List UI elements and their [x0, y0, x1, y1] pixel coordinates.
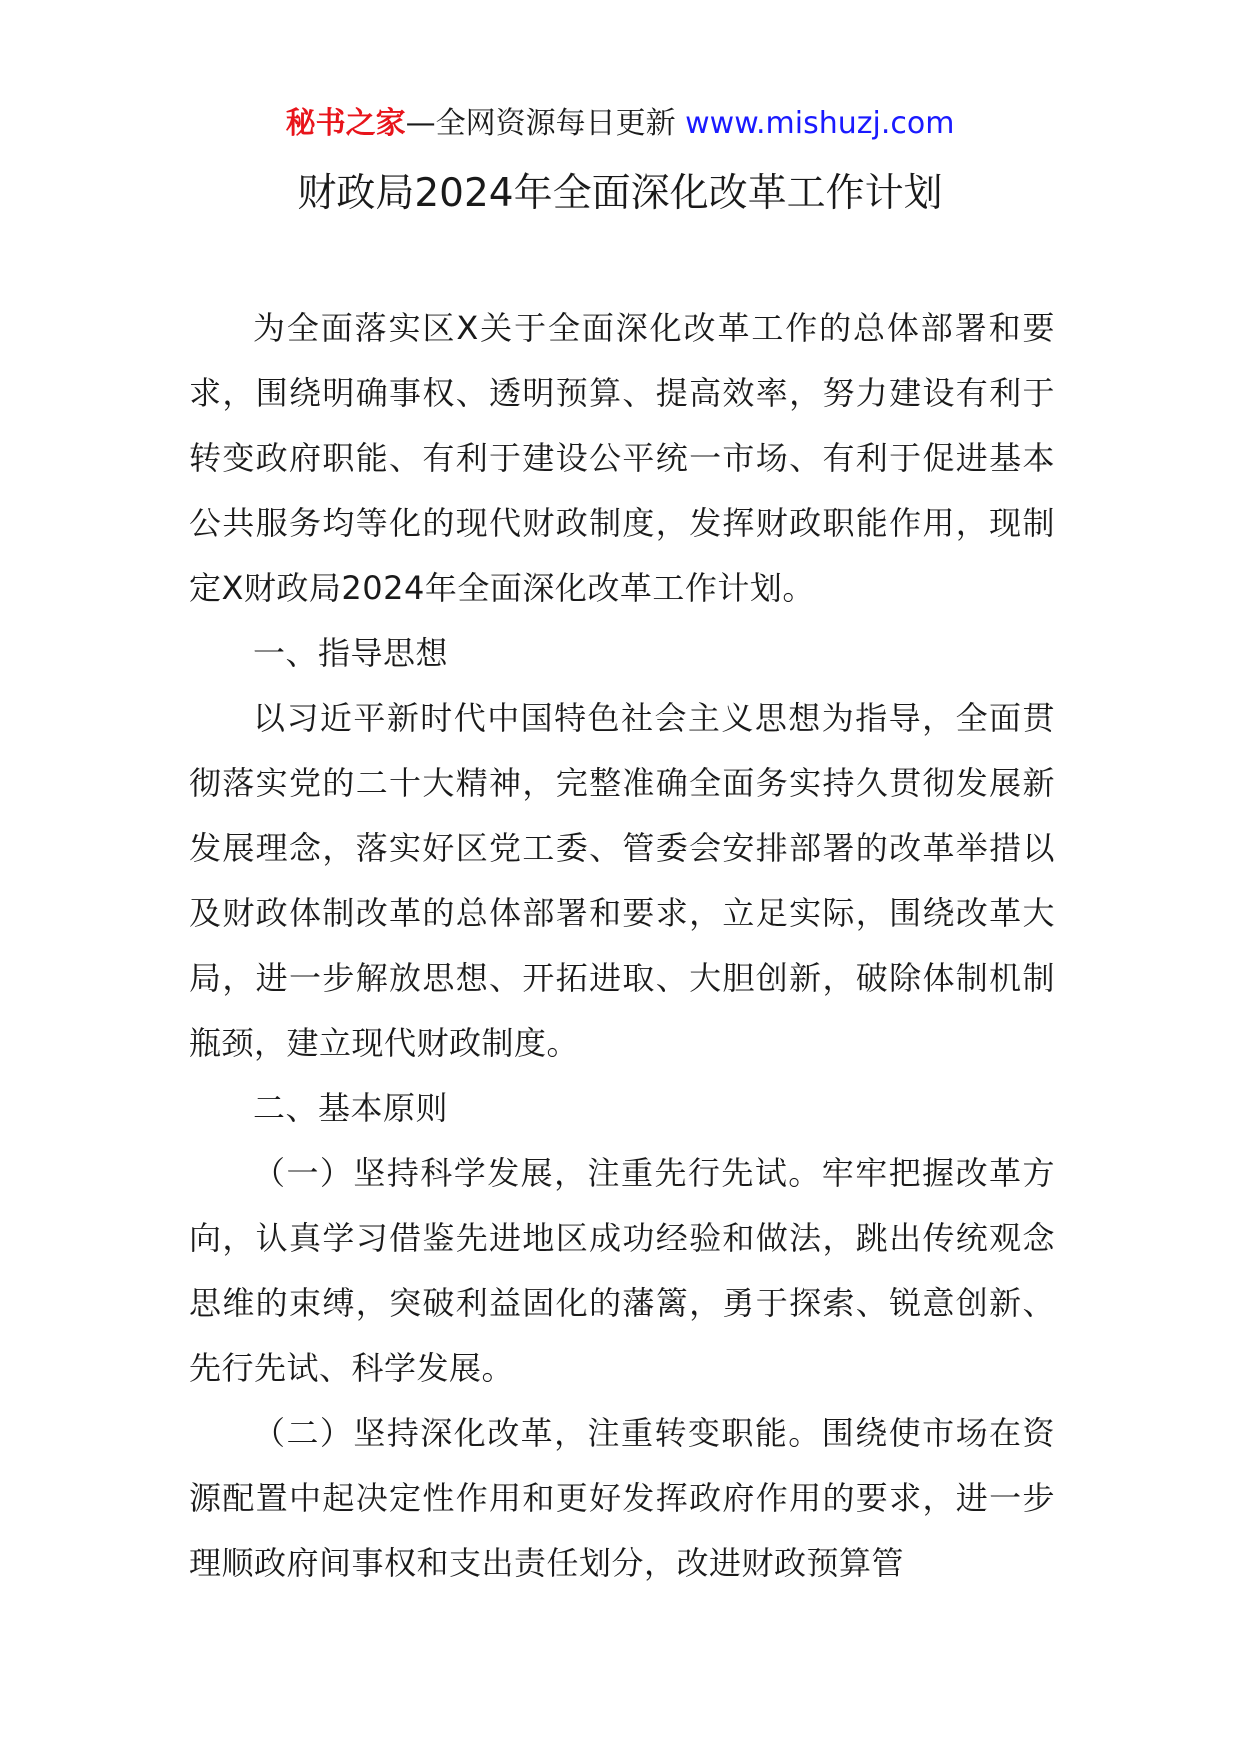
paragraph-principle-2: （二）坚持深化改革，注重转变职能。围绕使市场在资源配置中起决定性作用和更好发挥政府作用的要求，进一步理顺政府间事权和支出责任划分，改进财政预算管	[189, 1414, 1055, 1582]
document-title: 财政局2024年全面深化改革工作计划	[297, 171, 943, 216]
paragraph-guiding-thought: 以习近平新时代中国特色社会主义思想为指导，全面贯彻落实党的二十大精神，完整准确全面务实持久贯彻发展新发展理念，落实好区党工委、管委会安排部署的改革举措以及财政体制改革的总体部署和要求，立足实际，围绕改革大局，进一步解放思想、开拓进取、大胆创新，破除体制机制瓶颈，建立现代财政制度。	[189, 699, 1055, 1062]
site-header	[0, 104, 1240, 144]
paragraph-intro: 为全面落实区X关于全面深化改革工作的总体部署和要求，围绕明确事权、透明预算、提高效率，努力建设有利于转变政府职能、有利于建设公平统一市场、有利于促进基本公共服务均等化的现代财政制度，发挥财政职能作用，现制定X财政局2024年全面深化改革工作计划。	[189, 309, 1055, 607]
section-heading-guiding-thought: 一、指导思想	[253, 634, 449, 672]
brand-name: 秘书之家	[285, 106, 406, 141]
site-url-link[interactable]: www.mishuzj.com	[685, 106, 955, 141]
section-heading-basic-principles: 二、基本原则	[253, 1089, 449, 1127]
paragraph-principle-1: （一）坚持科学发展，注重先行先试。牢牢把握改革方向，认真学习借鉴先进地区成功经验和做法，跳出传统观念思维的束缚，突破利益固化的藩篱，勇于探索、锐意创新、先行先试、科学发展。	[189, 1154, 1055, 1387]
document-body	[189, 296, 1055, 1596]
header-slogan: —全网资源每日更新	[405, 106, 686, 141]
